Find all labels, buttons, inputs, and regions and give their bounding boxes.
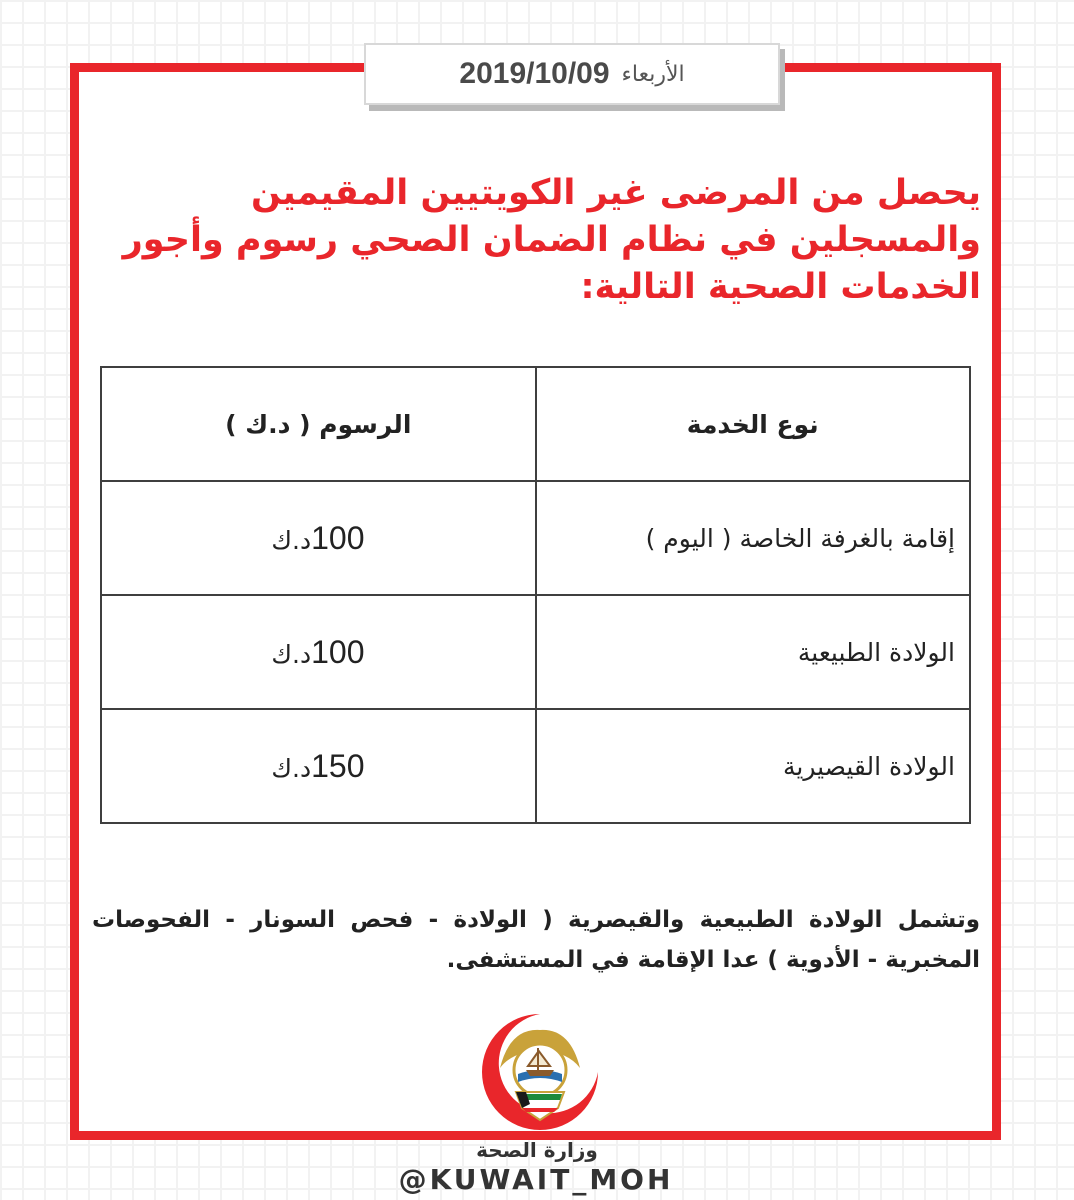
table-row [101,481,970,595]
fee-unit: د.ك [271,525,312,555]
fee-unit: د.ك [271,639,312,669]
table-row [101,709,970,823]
fee-amount: 100 [311,519,365,556]
note-paragraph: وتشمل الولادة الطبيعية والقيصرية ( الولادة - فحص السونار - الفحوصات المخبرية - الأدوية ) عدا الإقامة في المستشفى. [92,907,980,973]
table-header-row [101,367,970,481]
headline: يحصل من المرضى غير الكويتيين المقيمين والمسجلين في نظام الضمان الصحي رسوم وأجور الخدمات الصحية التالية: [122,173,981,307]
service-cell: الولادة القيصيرية [536,709,971,823]
column-header-service: نوع الخدمة [536,367,971,481]
table-row [101,595,970,709]
dhow-icon [526,1070,554,1076]
fee-amount: 150 [311,747,365,784]
column-header-fee: الرسوم ( د.ك ) [101,367,536,481]
service-cell: الولادة الطبيعية [536,595,971,709]
fee-amount: 100 [311,633,365,670]
date-label: 2019/10/09 [459,57,610,90]
ministry-emblem-icon [480,1008,600,1136]
service-cell: إقامة بالغرفة الخاصة ( اليوم ) [536,481,971,595]
fee-cell [101,709,536,823]
day-label: الأربعاء [621,61,685,87]
fee-cell [101,595,536,709]
fees-table [100,366,971,824]
ministry-name: وزارة الصحة [476,1138,598,1162]
date-banner [364,43,780,105]
fee-unit: د.ك [271,753,312,783]
fee-cell [101,481,536,595]
social-handle: @KUWAIT_MOH [398,1163,674,1196]
